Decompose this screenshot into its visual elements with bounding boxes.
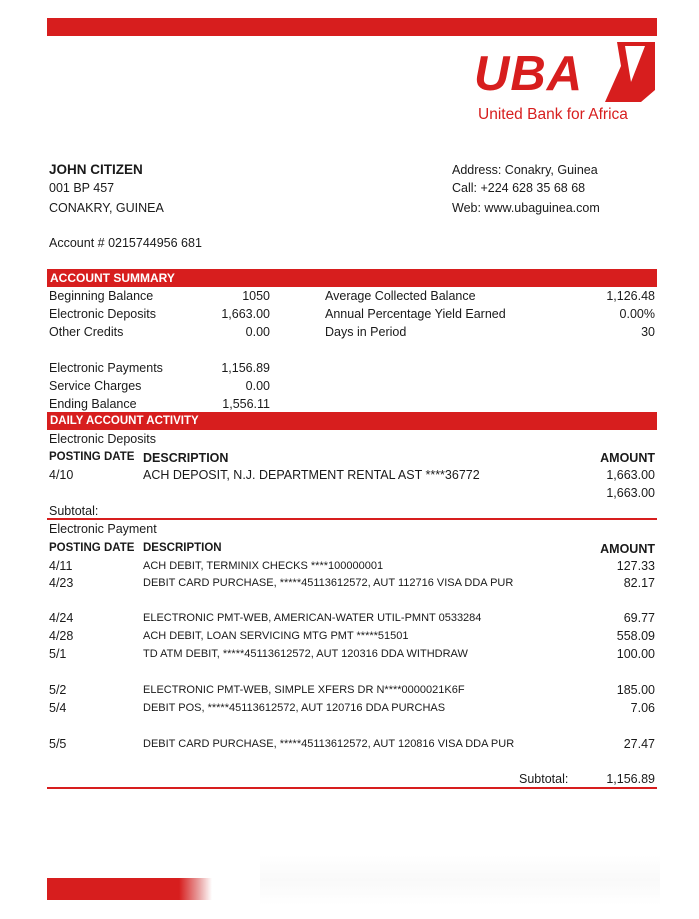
summary-label: Electronic Payments [49,361,163,375]
payment-amount: 100.00 [616,647,655,661]
customer-address-line1: 001 BP 457 [49,181,115,195]
payment-amount: 82.17 [623,576,655,590]
payment-amount: 185.00 [616,683,655,697]
uba-logo-icon [597,42,655,102]
deposits-section-title: Electronic Deposits [49,432,156,446]
deposits-total: 1,663.00 [606,486,655,500]
account-summary-header: ACCOUNT SUMMARY [47,269,657,287]
summary-value: 1050 [242,289,270,303]
payment-amount: 7.06 [630,701,655,715]
summary-label: Ending Balance [49,397,137,411]
payments-subtotal: 1,156.89 [606,772,655,786]
summary-value: 0.00 [245,379,270,393]
summary-label: Electronic Deposits [49,307,156,321]
summary-value: 0.00% [619,307,655,321]
summary-label: Service Charges [49,379,142,393]
summary-label: Annual Percentage Yield Earned [325,307,506,321]
payments-section-title: Electronic Payment [49,522,157,536]
payment-date: 4/28 [49,629,74,643]
payment-description: DEBIT CARD PURCHASE, *****45113612572, AUT 120816 VISA DDA PUR [143,738,515,750]
payment-description: ACH DEBIT, TERMINIX CHECKS ****100000001 [143,560,384,572]
summary-value: 0.00 [245,325,270,339]
section-divider [47,518,657,520]
top-red-bar [47,18,657,36]
section-divider [47,787,657,789]
summary-value: 1,556.11 [222,397,270,411]
summary-label: Days in Period [325,325,407,339]
account-number: Account # 0215744956 681 [49,236,202,250]
payment-date: 5/4 [49,701,67,715]
bank-website: Web: www.ubaguinea.com [452,201,600,215]
payment-amount: 558.09 [616,629,655,643]
summary-value: 1,663.00 [221,307,270,321]
bank-logo-subtitle: United Bank for Africa [478,106,628,123]
deposit-description: ACH DEPOSIT, N.J. DEPARTMENT RENTAL AST ****36772 [143,468,480,482]
col-posting-date: POSTING DATE [49,542,135,554]
customer-address-line2: CONAKRY, GUINEA [49,201,164,215]
payment-description: TD ATM DEBIT, *****45113612572, AUT 120316 DDA WITHDRAW [143,648,468,660]
payment-amount: 27.47 [623,737,655,751]
payment-description: ACH DEBIT, LOAN SERVICING MTG PMT *****51501 [143,630,409,642]
col-description: DESCRIPTION [143,542,222,554]
summary-value: 1,156.89 [221,361,270,375]
col-description: DESCRIPTION [143,451,229,465]
summary-label: Beginning Balance [49,289,154,303]
payment-amount: 127.33 [616,559,655,573]
bottom-red-bar [47,878,212,900]
deposit-date: 4/10 [49,468,74,482]
daily-activity-header: DAILY ACCOUNT ACTIVITY [47,412,657,430]
customer-name: JOHN CITIZEN [49,162,143,177]
payment-date: 4/24 [49,611,74,625]
bank-phone: Call: +224 628 35 68 68 [452,181,586,195]
footer-fade [260,855,660,905]
payment-description: DEBIT POS, *****45113612572, AUT 120716 DDA PURCHAS [143,702,446,714]
payment-date: 5/1 [49,647,67,661]
col-posting-date: POSTING DATE [49,451,135,463]
summary-value: 1,126.48 [606,289,655,303]
col-amount: AMOUNT [600,542,655,556]
bank-address: Address: Conakry, Guinea [452,163,598,177]
payment-description: ELECTRONIC PMT-WEB, AMERICAN-WATER UTIL-PMNT 0533284 [143,612,482,624]
payment-description: DEBIT CARD PURCHASE, *****45113612572, AUT 112716 VISA DDA PUR [143,577,514,589]
deposit-amount: 1,663.00 [606,468,655,482]
col-amount: AMOUNT [600,451,655,465]
bank-logo-text: UBA [474,47,584,101]
summary-label: Other Credits [49,325,124,339]
deposits-subtotal-label: Subtotal: [49,504,99,518]
payments-subtotal-label: Subtotal: [519,772,569,786]
payment-date: 4/23 [49,576,74,590]
payment-description: ELECTRONIC PMT-WEB, SIMPLE XFERS DR N****0000021K6F [143,684,465,696]
summary-label: Average Collected Balance [325,289,476,303]
payment-date: 4/11 [49,559,73,573]
payment-amount: 69.77 [623,611,655,625]
payment-date: 5/5 [49,737,67,751]
summary-value: 30 [641,325,655,339]
payment-date: 5/2 [49,683,67,697]
